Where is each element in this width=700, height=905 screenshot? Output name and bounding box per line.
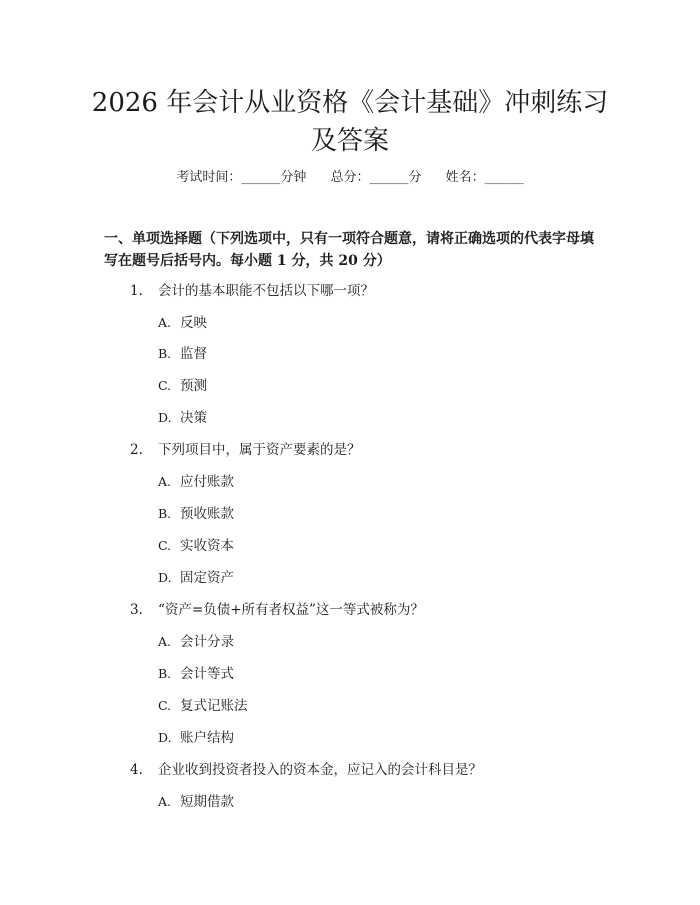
total-score-field: 总分：______分 xyxy=(330,170,422,185)
option-4a xyxy=(158,792,234,812)
question-number: 2. xyxy=(130,442,143,458)
option-text: 会计分录 xyxy=(180,634,234,650)
question-text: 企业收到投资者投入的资本金，应记入的会计科目是？ xyxy=(158,762,482,778)
option-2a xyxy=(158,472,234,492)
option-letter: C. xyxy=(158,378,172,393)
section-heading xyxy=(104,228,604,272)
option-1b xyxy=(158,344,207,364)
question-text: 下列项目中，属于资产要素的是？ xyxy=(158,442,361,458)
option-letter: B. xyxy=(158,346,172,361)
option-text: 决策 xyxy=(180,410,207,426)
option-letter: B. xyxy=(158,666,172,681)
option-3c xyxy=(158,696,248,716)
option-text: 监督 xyxy=(180,346,207,362)
question-2 xyxy=(130,440,361,460)
option-letter: C. xyxy=(158,698,172,713)
question-number: 1. xyxy=(130,283,143,299)
option-3b xyxy=(158,664,234,684)
name-field: 姓名：______ xyxy=(445,170,524,185)
option-text: 会计等式 xyxy=(180,666,234,682)
option-text: 预测 xyxy=(180,378,207,394)
question-1 xyxy=(130,281,374,301)
title-line-1: 2026 年会计从业资格《会计基础》冲刺练习 xyxy=(91,88,609,118)
option-2d xyxy=(158,568,234,588)
option-1d xyxy=(158,408,207,428)
question-number: 4. xyxy=(130,762,143,778)
option-text: 应付账款 xyxy=(180,474,234,490)
option-letter: A. xyxy=(158,794,172,809)
document-title xyxy=(0,84,700,160)
title-line-2: 及答案 xyxy=(310,126,389,156)
exam-time-field: 考试时间：______分钟 xyxy=(176,170,307,185)
section-heading-line-2: 写在题号后括号内。每小题 1 分，共 20 分） xyxy=(104,253,391,269)
question-text: 会计的基本职能不包括以下哪一项？ xyxy=(158,283,374,299)
option-letter: C. xyxy=(158,538,172,553)
option-1c xyxy=(158,376,207,396)
option-3a xyxy=(158,632,234,652)
option-text: 复式记账法 xyxy=(180,698,248,714)
option-1a xyxy=(158,313,207,333)
option-letter: D. xyxy=(158,730,172,745)
option-letter: D. xyxy=(158,570,172,585)
question-4 xyxy=(130,760,482,780)
option-text: 预收账款 xyxy=(180,506,234,522)
option-text: 实收资本 xyxy=(180,538,234,554)
option-letter: A. xyxy=(158,634,172,649)
option-letter: B. xyxy=(158,506,172,521)
option-2c xyxy=(158,536,234,556)
option-text: 固定资产 xyxy=(180,570,234,586)
option-text: 反映 xyxy=(180,315,207,331)
section-heading-line-1: 一、单项选择题（下列选项中，只有一项符合题意，请将正确选项的代表字母填 xyxy=(104,231,594,247)
exam-meta xyxy=(0,168,700,188)
question-3 xyxy=(130,600,424,620)
question-number: 3. xyxy=(130,602,143,618)
question-text: “资产=负债+所有者权益”这一等式被称为？ xyxy=(158,602,424,618)
option-2b xyxy=(158,504,234,524)
option-3d xyxy=(158,728,234,748)
option-letter: A. xyxy=(158,315,172,330)
option-text: 账户结构 xyxy=(180,730,234,746)
option-letter: A. xyxy=(158,474,172,489)
option-letter: D. xyxy=(158,410,172,425)
option-text: 短期借款 xyxy=(180,794,234,810)
